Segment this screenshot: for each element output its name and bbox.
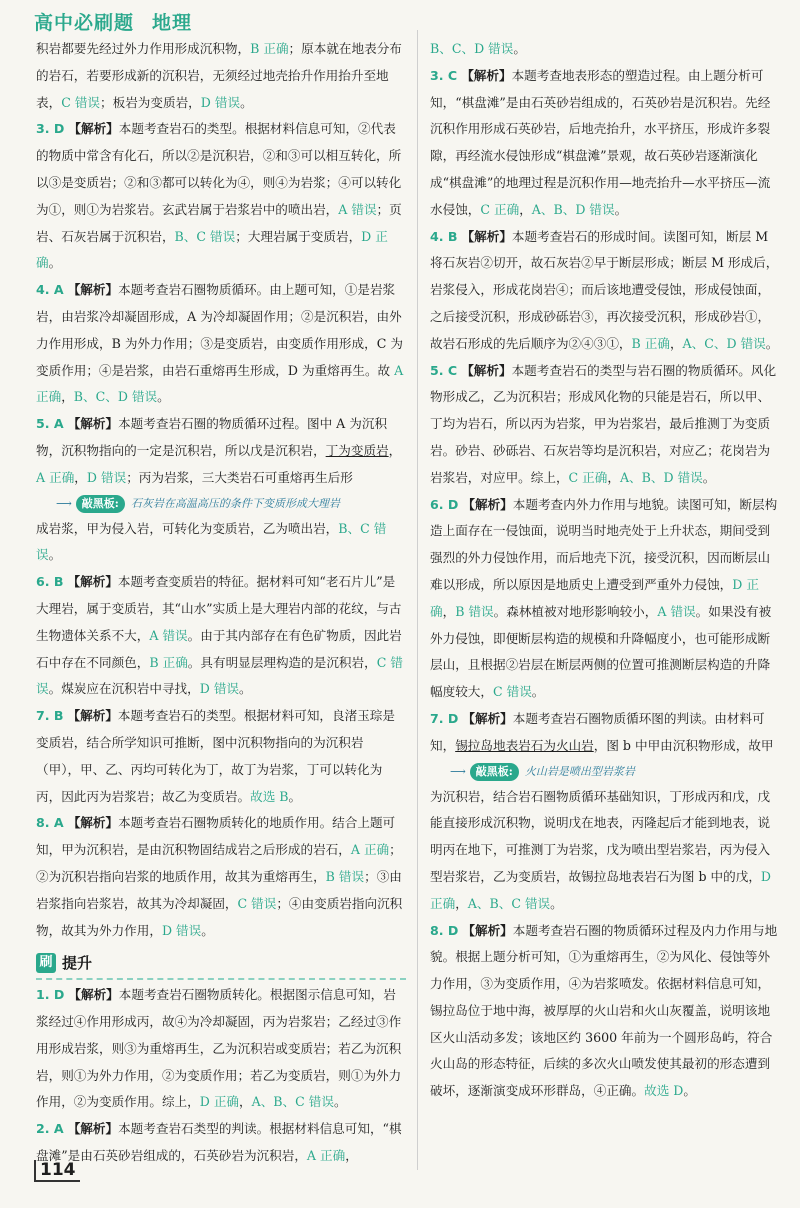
- page-number: 114: [34, 1160, 80, 1182]
- left-column: [36, 36, 406, 1170]
- page-header: [34, 8, 192, 35]
- answer-7: 7. B 【解析】本题考查岩石的类型。根据材料可知，良渚玉琮是变质岩，结合所学知识可推断，图中沉积物指向的为沉积岩（甲），甲、乙、丙均可转化为丁，故丁为岩浆，丁可以转化为丙，因此丙为岩浆岩；故乙为变质岩。故选 B。: [36, 708, 395, 804]
- answer-5-continued: 成岩浆，甲为侵入岩，可转化为变质岩，乙为喷出岩，B、C 错误。: [36, 520, 387, 563]
- note-text: 石灰岩在高温高压的条件下变质形成大理岩: [130, 496, 340, 510]
- note-badge: 敲黑板:: [76, 495, 125, 513]
- answer-8: 8. A 【解析】本题考查岩石圈物质转化的地质作用。结合上题可知，甲为沉积岩，是由沉积物固结成岩之后形成的岩石，A 正确；②为沉积岩指向岩浆的地质作用，故其为重熔再生，B 错误；③由岩浆指向岩浆岩，故其为冷却凝固，C 错误；④由变质岩指向沉积物，故其为外力作用，D 错误。: [36, 815, 403, 938]
- answer-6: 6. B 【解析】本题考查变质岩的特征。据材料可知“老石片儿”是大理岩，属于变质岩，其“山水”实质上是大理岩内部的花纹，与古生物遗体关系不大，A 错误。由于其内部存在有色矿物质，因此岩石中存在不同颜色，B 正确。具有明显层理构造的是沉积岩，C 错误。煤炭应在沉积岩中寻找，D 错误。: [36, 574, 403, 697]
- margin-note-right: [450, 760, 780, 784]
- right-column: [430, 36, 780, 1105]
- note-text: 火山岩是喷出型岩浆岩: [524, 764, 635, 778]
- answer-continuation: 积岩都要先经过外力作用形成沉积物，B 正确；原本就在地表分布的岩石，若要形成新的沉积岩，无须经过地壳抬升作用抬升至地表，C 错误；板岩为变质岩，D 错误。: [36, 41, 402, 110]
- curved-arrow-icon: ⟶: [56, 496, 72, 510]
- answer-5: 5. A 【解析】本题考查岩石圈的物质循环过程。图中 A 为沉积物，沉积物指向的一定是沉积岩，所以戊是沉积岩，丁为变质岩，A 正确，D 错误；丙为岩浆，三大类岩石可重熔再生后形: [36, 416, 402, 485]
- answer-continuation-right: B、C、D 错误。: [430, 41, 526, 56]
- improve-answer-6: 6. D 【解析】本题考查内外力作用与地貌。读图可知，断层构造上面存在一侵蚀面，说明当时地壳处于上升状态，期间受到强烈的外力侵蚀作用，而后地壳下沉，接受沉积，因而断层山难以形成，所以原因是地质史上遭受到严重外力侵蚀，D 正确，B 错误。森林植被对地形影响较小，A 错误。如果没有被外力侵蚀，即便断层构造的规模和升降幅度小，也可能形成断层山，且根据②岩层在断层两侧的位置可推测断层构造的升降幅度较大，C 错误。: [430, 496, 778, 700]
- column-divider: [417, 30, 418, 1170]
- subject-title: 地理: [152, 12, 193, 34]
- answer-3: 3. D 【解析】本题考查岩石的类型。根据材料信息可知，②代表的物质中常含有化石，所以②是沉积岩，②和③可以相互转化，所以③是变质岩；②和③都可以转化为④，则④为岩浆；④可以转化为①，则①为岩浆岩。玄武岩属于岩浆岩中的喷出岩，A 错误；页岩、石灰岩属于沉积岩，B、C 错误；大理岩属于变质岩，D 正确。: [36, 121, 402, 271]
- answer-4: 4. A 【解析】本题考查岩石圈物质循环。由上题可知，①是岩浆岩，由岩浆冷却凝固形成，A 为冷却凝固作用；②是沉积岩，由外力作用形成，B 为外力作用；③是变质岩，由变质作用形成，C 为变质作用；④是岩浆，由岩石重熔再生形成，D 为重熔再生。故 A 正确，B、C、D 错误。: [36, 282, 404, 405]
- book-title: 高中必刷题: [34, 12, 135, 34]
- improve-answer-2: 2. A 【解析】本题考查岩石类型的判读。根据材料信息可知，“棋盘滩”是由石英砂岩组成的，石英砂岩为沉积岩，A 正确，: [36, 1121, 402, 1164]
- improve-answer-8: 8. D 【解析】本题考查岩石圈的物质循环过程及内力作用与地貌。根据上题分析可知，①为重熔再生，②为风化、侵蚀等外力作用，③为变质作用，④为岩浆喷发。依据材料信息可知，锡拉岛位于地中海，被厚厚的火山岩和火山灰覆盖，说明该地区火山活动多发；该地区约 3600 年前为一个圆形岛屿，符合火山岛的形态特征，后续的多次火山喷发使其最初的形态遭到破坏，逐渐演变成环形群岛，④正确。故选 D。: [430, 922, 778, 1099]
- improve-answer-7: 7. D 【解析】本题考查岩石圈物质循环图的判读。由材料可知，锡拉岛地表岩石为火山岩，图 b 中甲由沉积物形成，故甲: [430, 710, 774, 753]
- section-title: 提升: [62, 953, 93, 972]
- improve-answer-7-continued: 为沉积岩，结合岩石圈物质循环基础知识，丁形成丙和戊，戊能直接形成沉积物，说明戊在地表，丙隆起后才能到地表，说明丙在地下，可推测丁为岩浆，戊为喷出型岩浆岩，丙为侵入型岩浆岩，乙为变质岩，故锡拉岛地表岩石为图 b 中的戊，D 正确，A、B、C 错误。: [430, 788, 772, 911]
- section-badge: 刷: [36, 953, 56, 973]
- improve-answer-5: 5. C 【解析】本题考查岩石的类型与岩石圈的物质循环。风化物形成乙，乙为沉积岩；形成风化物的只能是岩石，所以甲、丁均为岩石，所以丙为岩浆，甲为岩浆岩，最后推测丁为变质岩。砂岩、砂砾岩、石灰岩等均是沉积岩，对应乙；花岗岩为岩浆岩，对应甲。综上，C 正确，A、B、D 错误。: [430, 362, 777, 485]
- improve-answer-1: 1. D 【解析】本题考查岩石圈物质转化。根据图示信息可知，岩浆经过④作用形成丙，故④为冷却凝固，丙为岩浆岩；乙经过③作用形成岩浆，则③为重熔再生，乙为沉积岩或变质岩；若乙为沉积岩，则①为外力作用，②为变质作用；若乙为变质岩，则①为外力作用，②为变质作用。综上，D 正确，A、B、C 错误。: [36, 987, 402, 1110]
- note-badge: 敲黑板:: [470, 763, 519, 781]
- curved-arrow-icon: ⟶: [450, 764, 466, 778]
- margin-note: [56, 492, 406, 516]
- section-header-improve: [36, 948, 406, 980]
- improve-answer-3: 3. C 【解析】本题考查地表形态的塑造过程。由上题分析可知，“棋盘滩”是由石英砂岩组成的，石英砂岩是沉积岩。先经沉积作用形成石英砂岩，后地壳抬升，水平挤压，形成许多裂隙，再经流水侵蚀形成“棋盘滩”景观，故石英砂岩逐渐演化成“棋盘滩”的地理过程是沉积作用—地壳抬升—水平挤压—流水侵蚀，C 正确，A、B、D 错误。: [430, 67, 771, 217]
- improve-answer-4: 4. B 【解析】本题考查岩石的形成时间。读图可知，断层 M 将石灰岩②切开，故石灰岩②早于断层形成；断层 M 形成后，岩浆侵入，形成花岗岩④；而后该地遭受侵蚀，形成侵蚀面，之后接受沉积，形成砂砾岩③，再次接受沉积，形成砂岩①，故岩石形成的先后顺序为②④③①，B 正确，A、C、D 错误。: [430, 228, 779, 351]
